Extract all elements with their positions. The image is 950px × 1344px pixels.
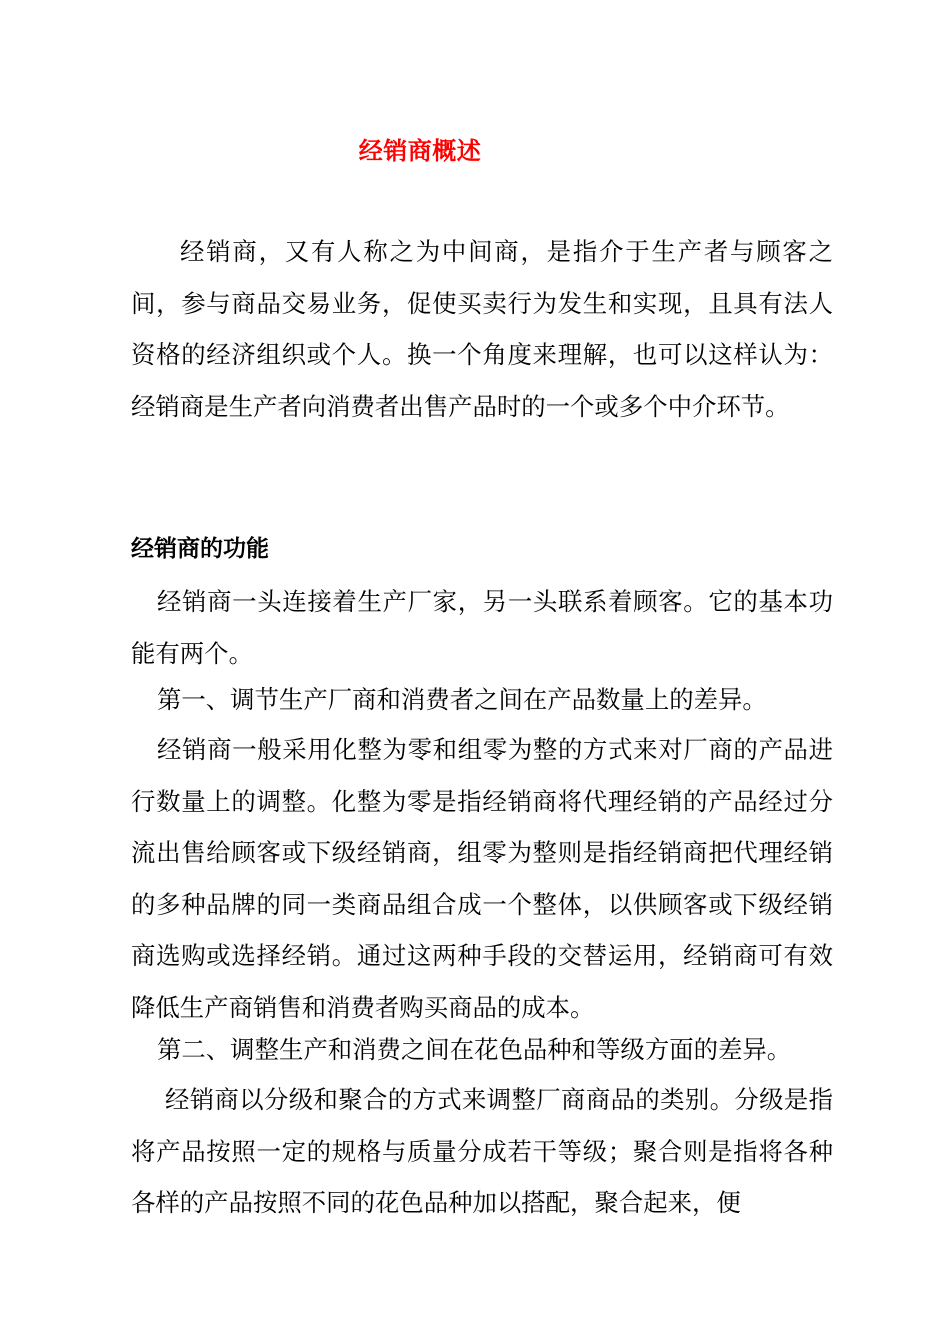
point-two-heading: 第二、调整生产和消费之间在花色品种和等级方面的差异。 xyxy=(157,1035,792,1064)
intro-paragraph: 经销商，又有人称之为中间商，是指介于生产者与顾客之间，参与商品交易业务，促使买卖行为发生和实现，且具有法人资格的经济组织或个人。换一个角度来理解，也可以这样认为：经销商是生产者向消费者出售产品时的一个或多个中介环节。 xyxy=(131,237,833,421)
function-paragraph: 经销商一头连接着生产厂家，另一头联系着顾客。它的基本功能有两个。 xyxy=(131,587,833,668)
point-two-body: 经销商以分级和聚合的方式来调整厂商商品的类别。分级是指将产品按照一定的规格与质量分成若干等级；聚合则是指将各种各样的产品按照不同的花色品种加以搭配，聚合起来，便 xyxy=(131,1085,833,1217)
section-heading: 经销商的功能 xyxy=(131,536,269,562)
document-title: 经销商概述 xyxy=(358,137,482,165)
point-one-body: 经销商一般采用化整为零和组零为整的方式来对厂商的产品进行数量上的调整。化整为零是指经销商将代理经销的产品经过分流出售给顾客或下级经销商，组零为整则是指经销商把代理经销的多种品牌的同一类商品组合成一个整体，以供顾客或下级经销商选购或选择经销。通过这两种手段的交替运用，经销商可有效降低生产商销售和消费者购买商品的成本。 xyxy=(131,735,833,1022)
point-one-heading: 第一、调节生产厂商和消费者之间在产品数量上的差异。 xyxy=(157,685,767,714)
